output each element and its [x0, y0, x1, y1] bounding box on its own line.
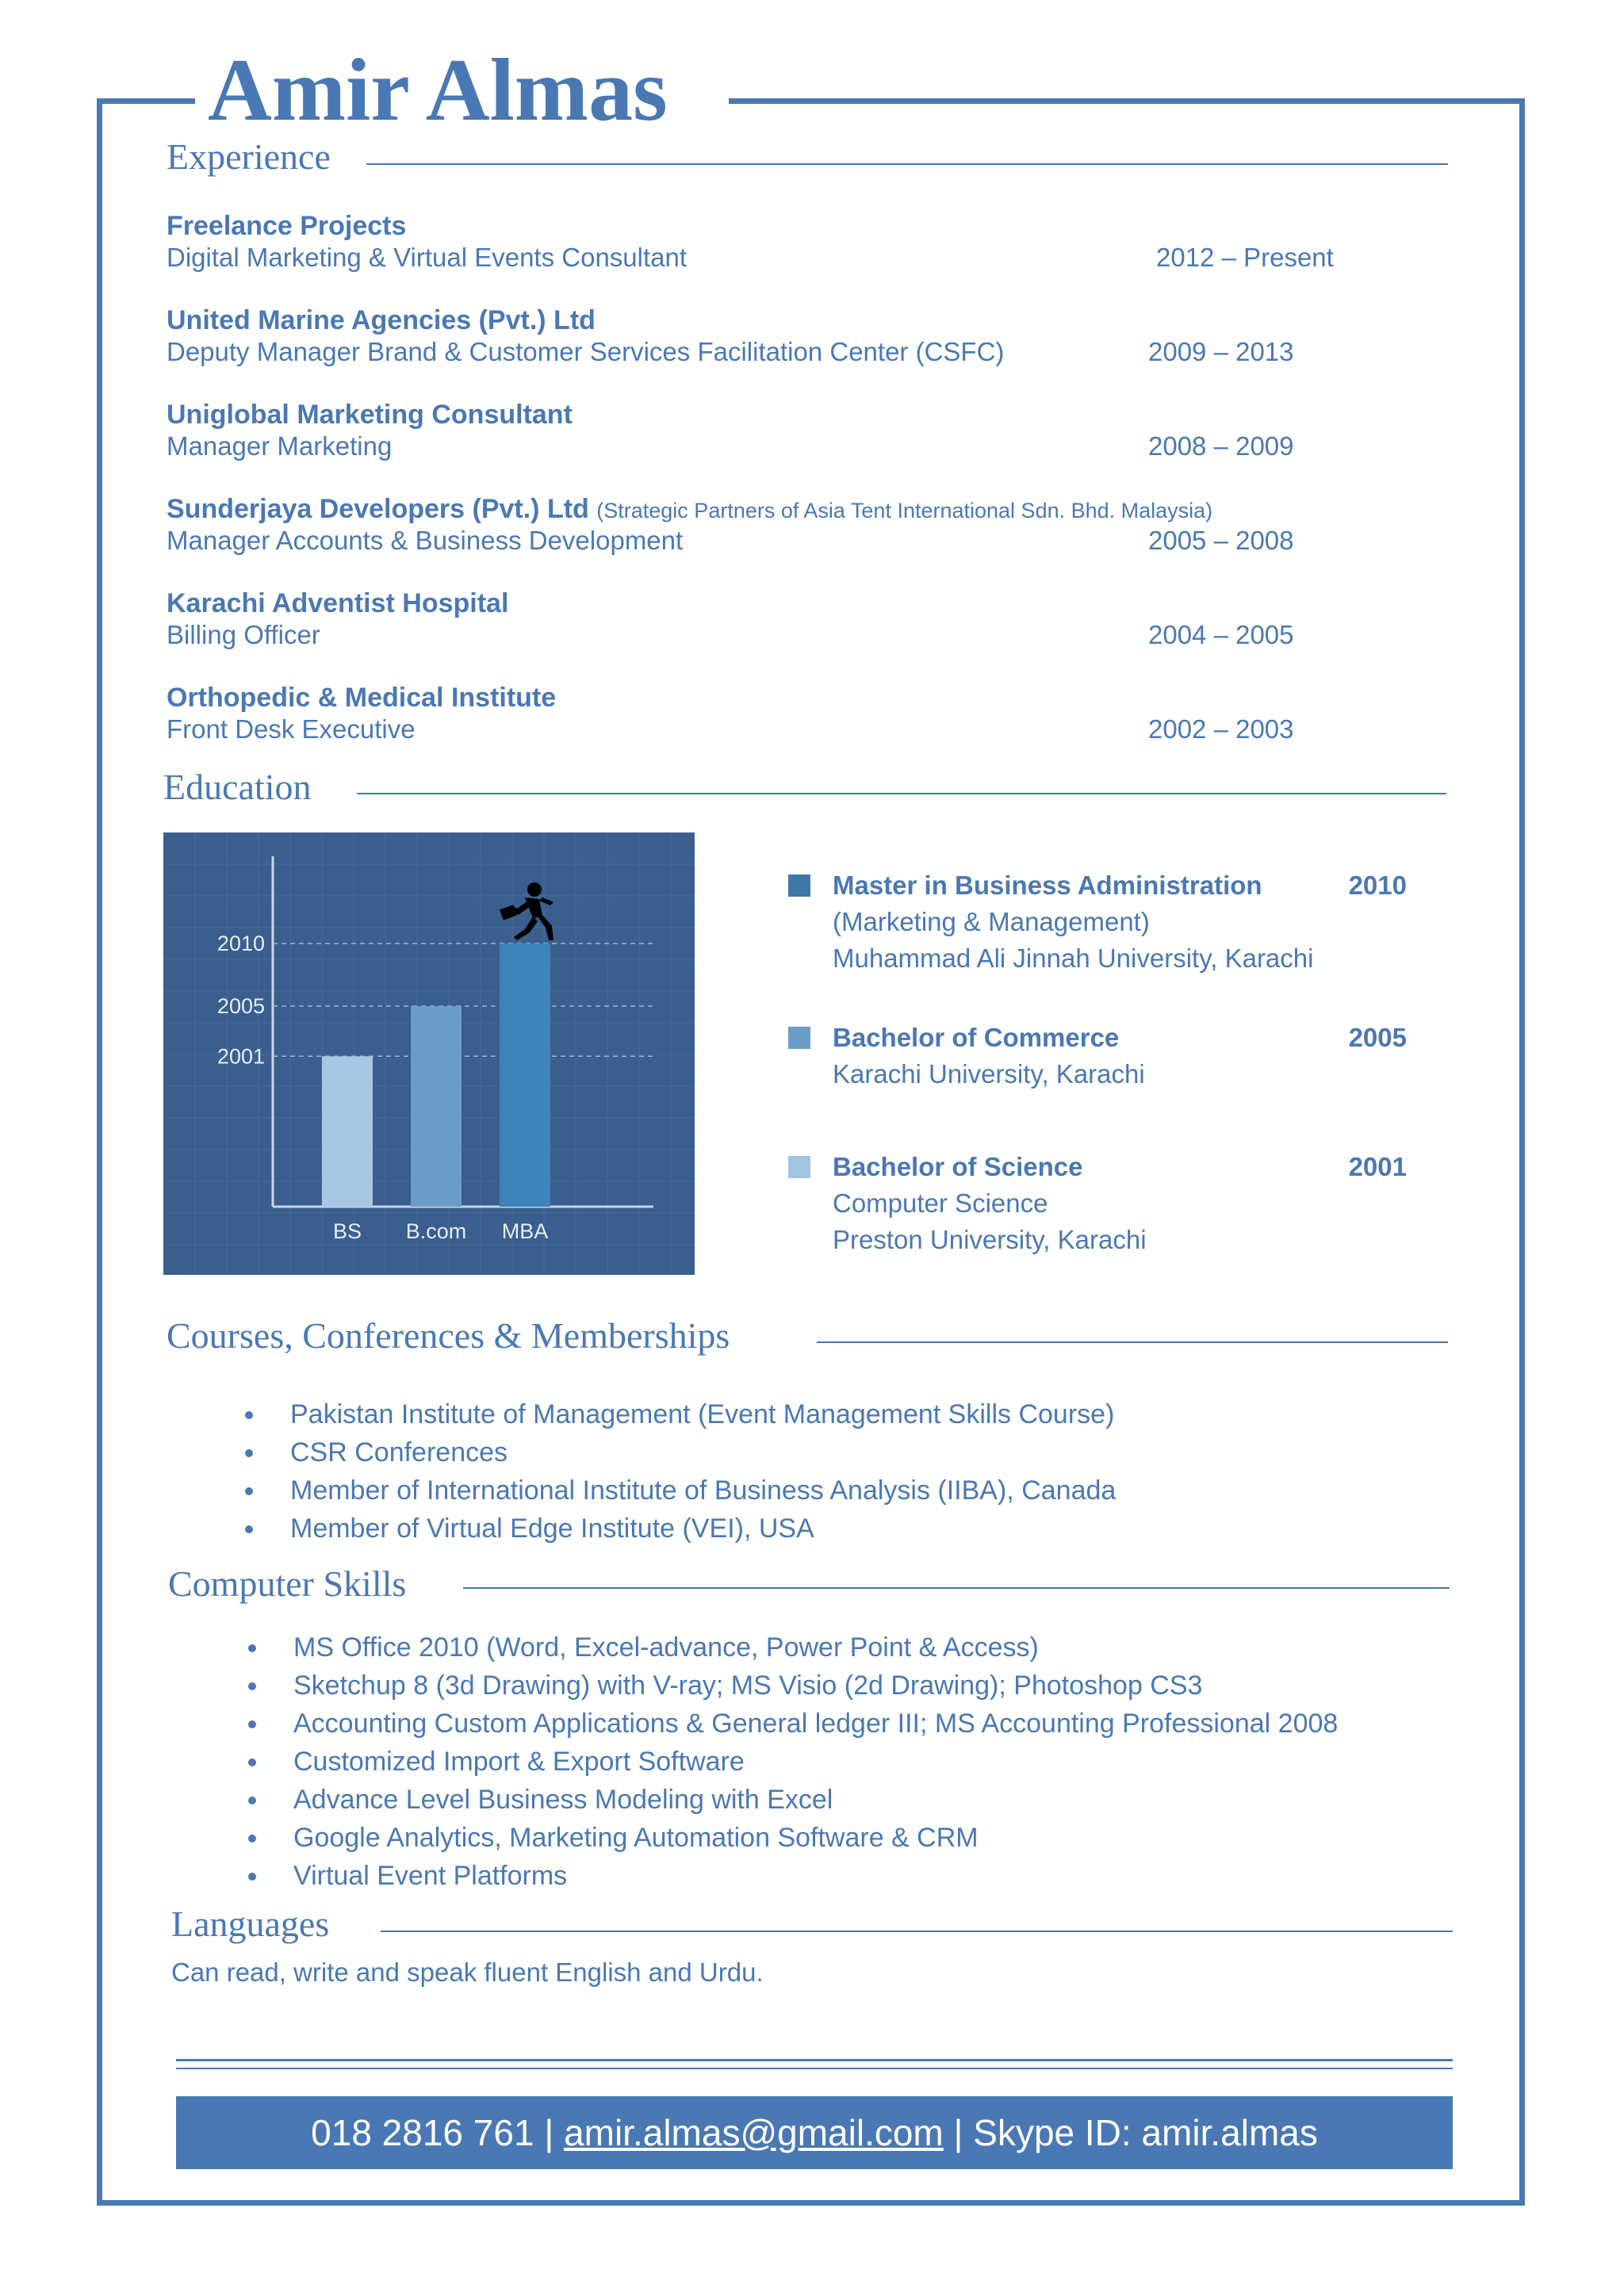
y-tick-label: 2010	[216, 932, 265, 955]
education-entry	[788, 1152, 1407, 1263]
degree-institution: Preston University, Karachi	[833, 1225, 1147, 1254]
bar	[322, 1056, 373, 1207]
figure-head	[527, 882, 542, 897]
x-tick-label: MBA	[501, 1219, 549, 1243]
education-entry	[788, 871, 1407, 982]
languages-text: Can read, write and speak fluent English and Urdu.	[171, 1957, 764, 1987]
job-dates: 2008 – 2009	[1148, 431, 1294, 461]
contact-skype: Skype ID: amir.almas	[973, 2112, 1318, 2153]
skills-list	[293, 1628, 1338, 1895]
job-role: Digital Marketing & Virtual Events Consultant	[167, 243, 688, 272]
list-item: Accounting Custom Applications & General ledger III; MS Accounting Professional 2008	[293, 1705, 1338, 1743]
section-rule-education	[357, 793, 1446, 794]
degree-institution: Muhammad Ali Jinnah University, Karachi	[833, 943, 1314, 973]
x-tick-label: BS	[332, 1219, 362, 1243]
job-dates: 2012 – Present	[1156, 243, 1334, 272]
job-role: Deputy Manager Brand & Customer Services Facilitation Center (CSFC)	[167, 337, 1005, 366]
list-item: Member of International Institute of Business Analysis (IIBA), Canada	[290, 1471, 1116, 1510]
section-title-education: Education	[163, 767, 312, 807]
bar	[500, 943, 550, 1207]
job-entry	[167, 588, 1435, 660]
legend-square-icon	[788, 1027, 810, 1049]
job-entry	[167, 305, 1435, 377]
footer-rule	[176, 2068, 1453, 2069]
y-tick-label: 2005	[216, 994, 265, 1019]
section-rule-skills	[463, 1587, 1450, 1589]
job-company: Karachi Adventist Hospital	[167, 588, 509, 618]
job-role: Billing Officer	[167, 620, 320, 649]
degree-year: 2005	[1348, 1023, 1407, 1052]
education-entry	[788, 1023, 1407, 1102]
job-role: Front Desk Executive	[167, 714, 416, 744]
job-company: Orthopedic & Medical Institute	[167, 683, 557, 713]
job-dates: 2009 – 2013	[1148, 337, 1294, 366]
degree-year: 2010	[1348, 871, 1407, 900]
section-title-courses: Courses, Conferences & Memberships	[167, 1315, 730, 1356]
section-rule-courses	[817, 1341, 1448, 1343]
degree-title: Bachelor of Commerce	[833, 1023, 1120, 1052]
section-rule-languages	[381, 1931, 1453, 1932]
degree-title: Master in Business Administration	[833, 871, 1262, 900]
education-bar-chart	[163, 832, 695, 1275]
degree-year: 2001	[1348, 1152, 1407, 1181]
job-role: Manager Marketing	[167, 431, 393, 461]
contact-bar	[176, 2096, 1453, 2169]
contact-email-link[interactable]: amir.almas@gmail.com	[564, 2112, 944, 2153]
list-item: Virtual Event Platforms	[293, 1857, 1338, 1895]
list-item: Sketchup 8 (3d Drawing) with V-ray; MS Visio (2d Drawing); Photoshop CS3	[293, 1667, 1338, 1705]
job-dates: 2005 – 2008	[1148, 526, 1294, 555]
footer-rule	[176, 2059, 1453, 2061]
job-entry	[167, 211, 1435, 282]
section-title-experience: Experience	[167, 136, 331, 177]
list-item: Pakistan Institute of Management (Event Management Skills Course)	[290, 1395, 1116, 1433]
degree-institution: Karachi University, Karachi	[833, 1059, 1145, 1089]
job-dates: 2004 – 2005	[1148, 620, 1294, 649]
job-role: Manager Accounts & Business Development	[167, 526, 684, 555]
list-item: Customized Import & Export Software	[293, 1743, 1338, 1781]
list-item: Member of Virtual Edge Institute (VEI), USA	[290, 1510, 1116, 1548]
degree-title: Bachelor of Science	[833, 1152, 1083, 1181]
y-tick-label: 2001	[216, 1044, 265, 1069]
job-company: Sunderjaya Developers (Pvt.) Ltd (Strategic Partners of Asia Tent International Sdn. Bhd. Malaysia)	[167, 494, 1213, 524]
list-item: Advance Level Business Modeling with Excel	[293, 1781, 1338, 1819]
contact-phone: 018 2816 761	[311, 2112, 534, 2153]
bar	[411, 1006, 462, 1207]
section-title-skills: Computer Skills	[168, 1563, 407, 1604]
contact-separator: |	[943, 2112, 974, 2153]
job-entry	[167, 400, 1435, 471]
list-item: CSR Conferences	[290, 1433, 1116, 1471]
legend-square-icon	[788, 874, 810, 897]
x-tick-label: B.com	[405, 1219, 467, 1243]
job-company: Uniglobal Marketing Consultant	[167, 400, 573, 430]
resume-name: Amir Almas	[208, 41, 668, 140]
job-company: United Marine Agencies (Pvt.) Ltd	[167, 305, 596, 335]
contact-separator: |	[534, 2112, 565, 2153]
legend-square-icon	[788, 1156, 810, 1178]
job-company: Freelance Projects	[167, 211, 407, 241]
list-item: MS Office 2010 (Word, Excel-advance, Power Point & Access)	[293, 1628, 1338, 1667]
degree-detail: (Marketing & Management)	[833, 907, 1150, 936]
courses-list	[290, 1395, 1116, 1548]
degree-detail: Computer Science	[833, 1188, 1048, 1218]
list-item: Google Analytics, Marketing Automation Software & CRM	[293, 1819, 1338, 1857]
job-entry	[167, 683, 1435, 754]
section-title-languages: Languages	[171, 1904, 330, 1944]
section-rule-experience	[366, 163, 1448, 165]
job-dates: 2002 – 2003	[1148, 714, 1294, 744]
job-entry	[167, 494, 1435, 565]
